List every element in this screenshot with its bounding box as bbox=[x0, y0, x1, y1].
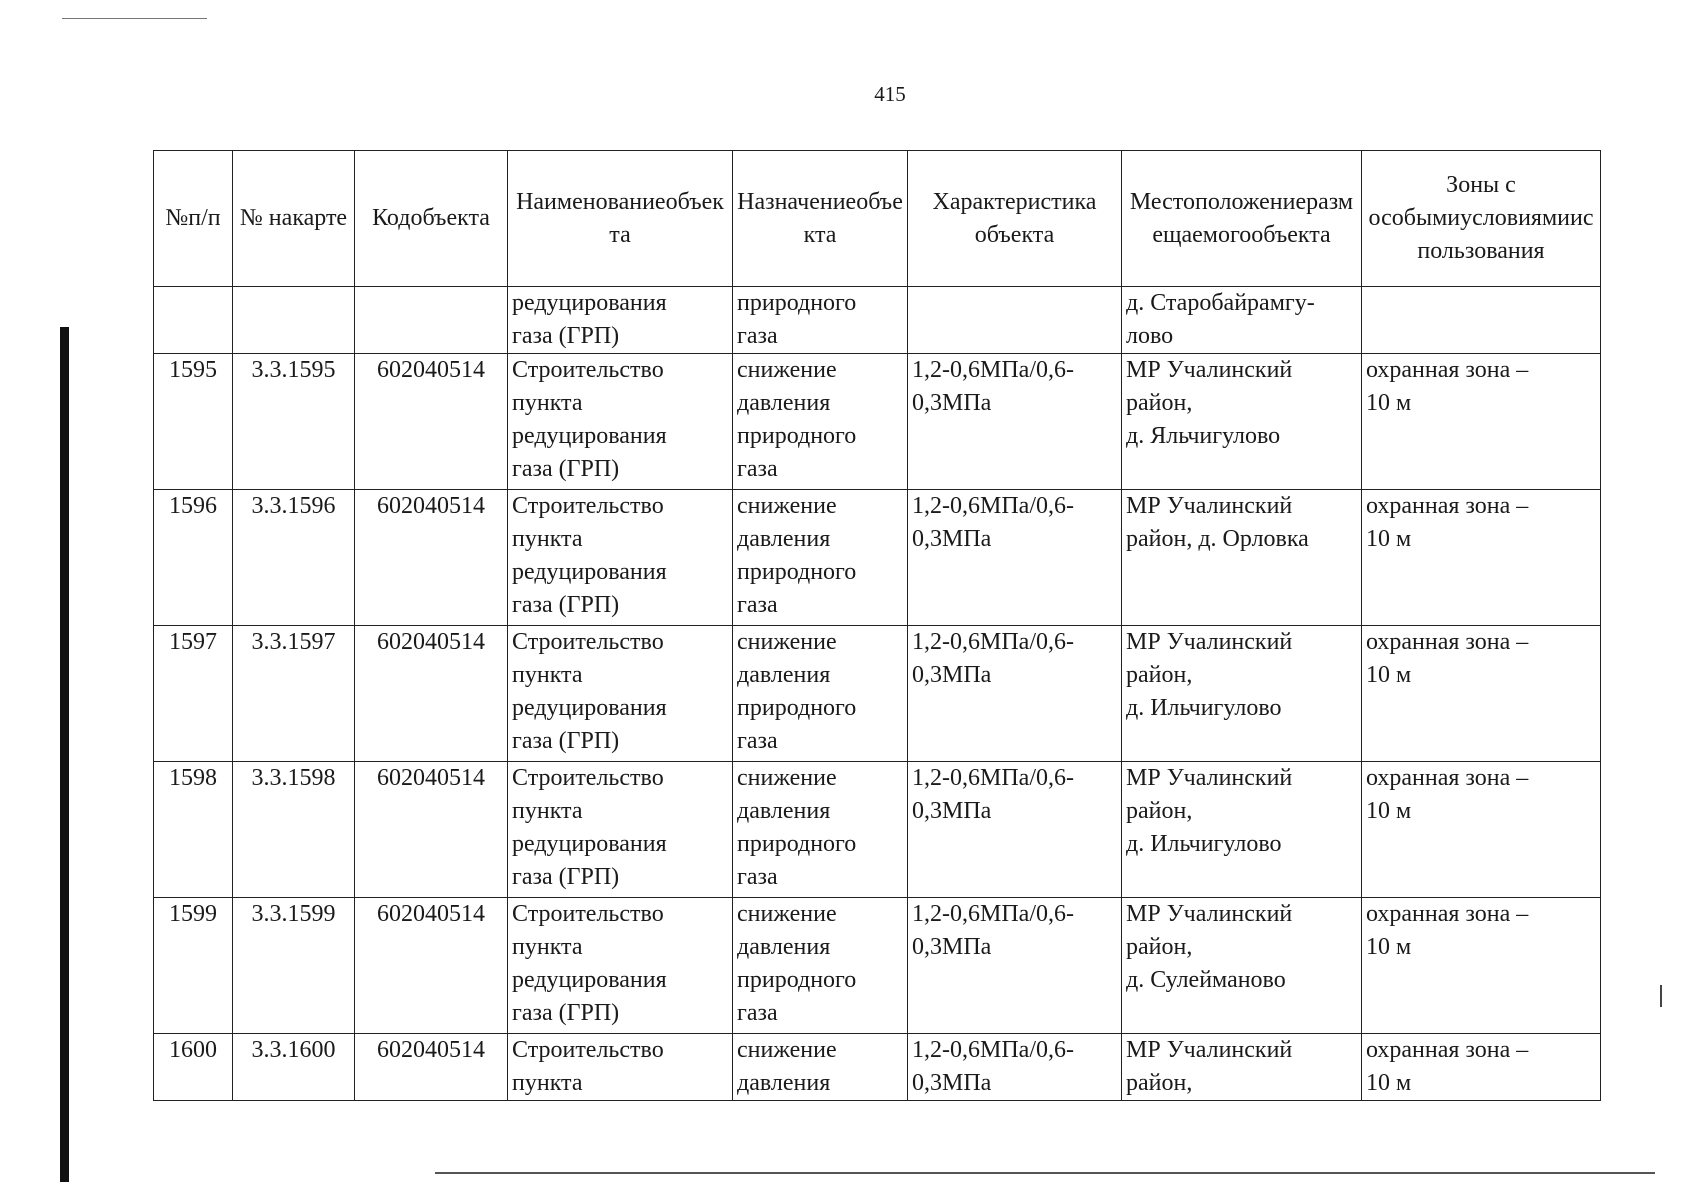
cell-special-zone bbox=[1362, 762, 1601, 898]
cell-text-line: давления bbox=[737, 1070, 831, 1096]
cell-text-line: 10 м bbox=[1366, 1070, 1412, 1096]
cell-num: 1598 bbox=[154, 762, 233, 898]
scan-artifact-bottom-line bbox=[435, 1172, 1655, 1174]
header-object-purpose bbox=[733, 151, 908, 287]
cell-special-zone bbox=[1362, 1034, 1601, 1101]
cell-object-name bbox=[508, 287, 733, 354]
cell-text-line: д. Яльчигулово bbox=[1126, 423, 1281, 449]
cell-text-line: п/п bbox=[188, 205, 221, 231]
cell-text-line: объекта bbox=[1251, 221, 1331, 248]
scan-artifact-left-bar bbox=[60, 327, 69, 1182]
cell-text-line: давления bbox=[737, 662, 831, 688]
cell-object-characteristic bbox=[908, 1034, 1122, 1101]
cell-map-number bbox=[233, 287, 355, 354]
cell-text-line: Код bbox=[372, 205, 411, 231]
cell-text-line: использования bbox=[1417, 205, 1594, 264]
cell-text-line: пункта bbox=[512, 390, 583, 416]
cell-text-line: газа bbox=[737, 323, 778, 349]
cell-object-code: 602040514 bbox=[355, 1034, 508, 1101]
cell-object-name bbox=[508, 898, 733, 1034]
cell-object-name bbox=[508, 762, 733, 898]
cell-text-line: 10 м bbox=[1366, 526, 1412, 552]
cell-object-characteristic bbox=[908, 762, 1122, 898]
cell-text-line: газа bbox=[737, 456, 778, 482]
cell-text-line: МР Учалинский bbox=[1126, 357, 1293, 383]
cell-text-line: снижение bbox=[737, 357, 837, 383]
table-row bbox=[154, 762, 1601, 898]
cell-text-line: пункта bbox=[512, 526, 583, 552]
cell-num: 1600 bbox=[154, 1034, 233, 1101]
cell-text-line: газа (ГРП) bbox=[512, 456, 620, 482]
cell-num: 1595 bbox=[154, 354, 233, 490]
scan-artifact-top-line bbox=[62, 18, 207, 19]
cell-text-line: природного bbox=[737, 695, 857, 721]
cell-text-line: редуцирования bbox=[512, 559, 667, 585]
cell-text-line: а объекта bbox=[974, 188, 1097, 248]
cell-text-line: лово bbox=[1126, 323, 1174, 349]
cell-text-line: Строительство bbox=[512, 493, 664, 519]
cell-text-line: снижение bbox=[737, 629, 837, 655]
cell-text-line: природного bbox=[737, 423, 857, 449]
cell-text-line: газа bbox=[737, 592, 778, 618]
cell-text-line: пункта bbox=[512, 934, 583, 960]
cell-object-location bbox=[1122, 354, 1362, 490]
cell-text-line: давления bbox=[737, 798, 831, 824]
cell-text-line: снижение bbox=[737, 493, 837, 519]
cell-map-number: 3.3.1599 bbox=[233, 898, 355, 1034]
cell-object-purpose bbox=[733, 287, 908, 354]
cell-object-code: 602040514 bbox=[355, 626, 508, 762]
cell-num bbox=[154, 287, 233, 354]
cell-object-code: 602040514 bbox=[355, 762, 508, 898]
cell-text-line: 0,3МПа bbox=[912, 390, 992, 416]
cell-text-line: 10 м bbox=[1366, 798, 1412, 824]
cell-text-line: № на bbox=[239, 205, 293, 231]
cell-text-line: редуцирования bbox=[512, 290, 667, 316]
cell-object-name bbox=[508, 1034, 733, 1101]
header-num bbox=[154, 151, 233, 287]
cell-text-line: 0,3МПа bbox=[912, 934, 992, 960]
cell-text-line: Зоны с особыми bbox=[1368, 172, 1516, 231]
header-object-name bbox=[508, 151, 733, 287]
cell-object-characteristic bbox=[908, 490, 1122, 626]
cell-text-line: пункта bbox=[512, 1070, 583, 1096]
cell-text-line: 1,2-0,6МПа/0,6- bbox=[912, 629, 1074, 655]
cell-text-line: редуцирования bbox=[512, 831, 667, 857]
cell-text-line: снижение bbox=[737, 1037, 837, 1063]
cell-text-line: природного bbox=[737, 967, 857, 993]
cell-text-line: Наименование bbox=[516, 188, 666, 215]
cell-object-purpose bbox=[733, 1034, 908, 1101]
cell-object-name bbox=[508, 626, 733, 762]
cell-text-line: условиями bbox=[1460, 205, 1570, 231]
cell-text-line: природного bbox=[737, 290, 857, 316]
table-row bbox=[154, 1034, 1601, 1101]
cell-text-line: МР Учалинский bbox=[1126, 493, 1293, 519]
cell-text-line: 1,2-0,6МПа/0,6- bbox=[912, 765, 1074, 791]
cell-object-purpose bbox=[733, 762, 908, 898]
table-header-row bbox=[154, 151, 1601, 287]
cell-text-line: 0,3МПа bbox=[912, 798, 992, 824]
cell-text-line: 10 м bbox=[1366, 934, 1412, 960]
cell-text-line: снижение bbox=[737, 901, 837, 927]
cell-object-characteristic bbox=[908, 354, 1122, 490]
cell-text-line: район, bbox=[1126, 1070, 1193, 1096]
cell-object-code: 602040514 bbox=[355, 354, 508, 490]
cell-text-line: давления bbox=[737, 934, 831, 960]
header-map-number bbox=[233, 151, 355, 287]
cell-num: 1597 bbox=[154, 626, 233, 762]
cell-text-line: снижение bbox=[737, 765, 837, 791]
cell-text-line: размещаемого bbox=[1152, 188, 1354, 248]
cell-text-line: Строительство bbox=[512, 357, 664, 383]
cell-text-line: газа bbox=[737, 728, 778, 754]
cell-map-number: 3.3.1595 bbox=[233, 354, 355, 490]
cell-object-purpose bbox=[733, 354, 908, 490]
cell-special-zone bbox=[1362, 354, 1601, 490]
cell-object-purpose bbox=[733, 898, 908, 1034]
cell-special-zone bbox=[1362, 898, 1601, 1034]
cell-text-line: пункта bbox=[512, 798, 583, 824]
cell-text-line: объекта bbox=[803, 188, 903, 248]
cell-text-line: МР Учалинский bbox=[1126, 765, 1293, 791]
cell-text-line: д. Сулейманово bbox=[1126, 967, 1286, 993]
cell-special-zone bbox=[1362, 626, 1601, 762]
table-row-continuation bbox=[154, 287, 1601, 354]
scan-artifact-right-mark bbox=[1660, 985, 1662, 1007]
cell-map-number: 3.3.1600 bbox=[233, 1034, 355, 1101]
cell-map-number: 3.3.1596 bbox=[233, 490, 355, 626]
cell-text-line: район, bbox=[1126, 798, 1193, 824]
cell-text-line: район, bbox=[1126, 662, 1193, 688]
cell-text-line: газа bbox=[737, 1000, 778, 1026]
cell-text-line: охранная зона – bbox=[1366, 493, 1529, 519]
page-number: 415 bbox=[874, 82, 906, 106]
cell-object-characteristic bbox=[908, 626, 1122, 762]
cell-text-line: охранная зона – bbox=[1366, 765, 1529, 791]
cell-text-line: газа (ГРП) bbox=[512, 323, 620, 349]
cell-map-number: 3.3.1598 bbox=[233, 762, 355, 898]
cell-text-line: карте bbox=[292, 205, 348, 231]
cell-text-line: давления bbox=[737, 526, 831, 552]
cell-num: 1596 bbox=[154, 490, 233, 626]
cell-object-name bbox=[508, 490, 733, 626]
cell-text-line: МР Учалинский bbox=[1126, 629, 1293, 655]
cell-num: 1599 bbox=[154, 898, 233, 1034]
header-object-location bbox=[1122, 151, 1362, 287]
cell-text-line: Строительство bbox=[512, 629, 664, 655]
cell-text-line: газа (ГРП) bbox=[512, 592, 620, 618]
header-special-zones bbox=[1362, 151, 1601, 287]
table-row bbox=[154, 626, 1601, 762]
cell-text-line: газа (ГРП) bbox=[512, 1000, 620, 1026]
cell-text-line: № bbox=[165, 205, 189, 231]
cell-object-location bbox=[1122, 490, 1362, 626]
cell-text-line: объекта bbox=[609, 188, 724, 248]
cell-text-line: 1,2-0,6МПа/0,6- bbox=[912, 357, 1074, 383]
cell-object-code bbox=[355, 287, 508, 354]
cell-object-code: 602040514 bbox=[355, 898, 508, 1034]
cell-object-location bbox=[1122, 1034, 1362, 1101]
cell-text-line: 10 м bbox=[1366, 662, 1412, 688]
cell-text-line: д. Ильчигулово bbox=[1126, 695, 1282, 721]
cell-text-line: район, bbox=[1126, 934, 1193, 960]
cell-text-line: район, д. Орловка bbox=[1126, 526, 1309, 552]
cell-text-line: МР Учалинский bbox=[1126, 901, 1293, 927]
cell-text-line: пункта bbox=[512, 662, 583, 688]
cell-object-location bbox=[1122, 287, 1362, 354]
cell-text-line: Назначение bbox=[737, 188, 857, 215]
cell-object-code: 602040514 bbox=[355, 490, 508, 626]
cell-text-line: Строительство bbox=[512, 765, 664, 791]
cell-text-line: район, bbox=[1126, 390, 1193, 416]
cell-object-location bbox=[1122, 762, 1362, 898]
table-row bbox=[154, 490, 1601, 626]
table-row bbox=[154, 354, 1601, 490]
table-row bbox=[154, 898, 1601, 1034]
cell-text-line: д. Старобайрамгу- bbox=[1126, 290, 1315, 316]
cell-text-line: 0,3МПа bbox=[912, 1070, 992, 1096]
cell-map-number: 3.3.1597 bbox=[233, 626, 355, 762]
cell-object-location bbox=[1122, 898, 1362, 1034]
cell-object-location bbox=[1122, 626, 1362, 762]
cell-text-line: 0,3МПа bbox=[912, 526, 992, 552]
cell-special-zone bbox=[1362, 490, 1601, 626]
cell-text-line: газа (ГРП) bbox=[512, 728, 620, 754]
cell-text-line: газа (ГРП) bbox=[512, 864, 620, 890]
cell-text-line: Строительство bbox=[512, 901, 664, 927]
cell-text-line: 1,2-0,6МПа/0,6- bbox=[912, 901, 1074, 927]
cell-text-line: 10 м bbox=[1366, 390, 1412, 416]
header-object-code bbox=[355, 151, 508, 287]
cell-special-zone bbox=[1362, 287, 1601, 354]
cell-text-line: охранная зона – bbox=[1366, 1037, 1529, 1063]
cell-object-name bbox=[508, 354, 733, 490]
header-object-characteristic bbox=[908, 151, 1122, 287]
cell-text-line: редуцирования bbox=[512, 967, 667, 993]
cell-text-line: природного bbox=[737, 831, 857, 857]
cell-text-line: Местоположение bbox=[1129, 188, 1307, 215]
cell-text-line: Характеристик bbox=[932, 188, 1086, 215]
cell-object-purpose bbox=[733, 626, 908, 762]
cell-text-line: редуцирования bbox=[512, 423, 667, 449]
cell-text-line: объекта bbox=[410, 205, 490, 231]
cell-text-line: газа bbox=[737, 864, 778, 890]
cell-text-line: охранная зона – bbox=[1366, 901, 1529, 927]
cell-text-line: 0,3МПа bbox=[912, 662, 992, 688]
cell-object-purpose bbox=[733, 490, 908, 626]
cell-text-line: МР Учалинский bbox=[1126, 1037, 1293, 1063]
cell-text-line: редуцирования bbox=[512, 695, 667, 721]
cell-object-characteristic bbox=[908, 898, 1122, 1034]
cell-text-line: д. Ильчигулово bbox=[1126, 831, 1282, 857]
cell-text-line: Строительство bbox=[512, 1037, 664, 1063]
objects-table bbox=[153, 150, 1601, 1101]
cell-object-characteristic bbox=[908, 287, 1122, 354]
cell-text-line: охранная зона – bbox=[1366, 629, 1529, 655]
cell-text-line: природного bbox=[737, 559, 857, 585]
cell-text-line: 1,2-0,6МПа/0,6- bbox=[912, 493, 1074, 519]
cell-text-line: давления bbox=[737, 390, 831, 416]
cell-text-line: 1,2-0,6МПа/0,6- bbox=[912, 1037, 1074, 1063]
cell-text-line: охранная зона – bbox=[1366, 357, 1529, 383]
